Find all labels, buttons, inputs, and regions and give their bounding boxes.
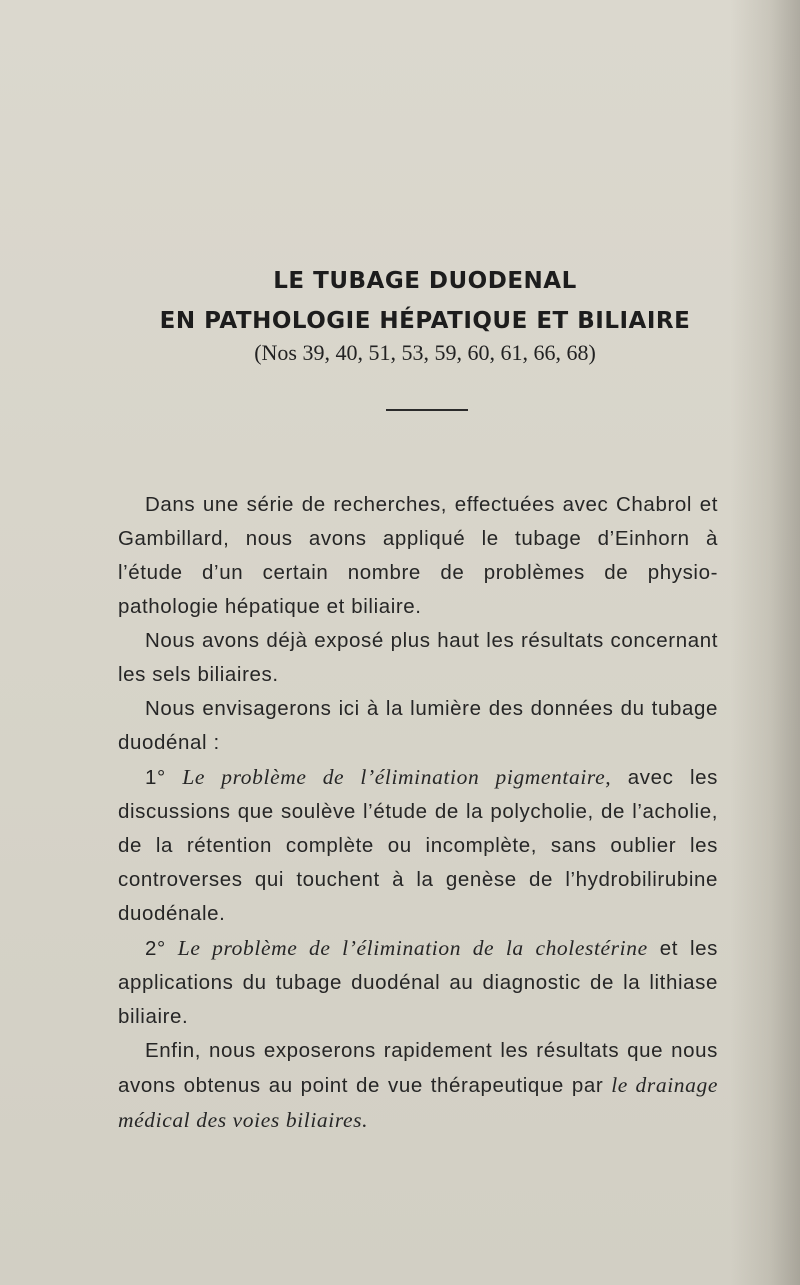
item-1-title: Le problème de l’élimination pigmentaire, [182, 765, 612, 789]
item-2-title: Le problème de l’élimination de la cholestérine [177, 936, 648, 960]
paragraph-envisagerons: Nous envisagerons ici à la lumière des données du tubage duodénal : [118, 697, 718, 754]
title-divider [386, 409, 468, 411]
item-1-number: 1° [145, 766, 166, 789]
paragraph-intro: Dans une série de recherches, effectuées avec Chabrol et Gambillard, nous avons appliqué le tubage d’Einhorn à l’étude d’un certain nombre de problèmes de physio-pathologie hépatique et biliaire. [118, 493, 718, 618]
item-2-number: 2° [145, 937, 166, 960]
item-1-text: avec les discussions que soulève l’étude de la polycholie, de l’acholie, de la rétention complète ou incomplète, sans oublier les controverses qui touchent à la genèse de l’hydrobilirubine duodénale. [118, 766, 719, 925]
item-2-text: et les applications du tubage duodénal au diagnostic de la lithiase biliaire. [118, 937, 718, 1028]
paragraph-conclusion [118, 1034, 718, 1138]
paragraph-item-1 [118, 760, 718, 931]
chapter-title-line-2: EN PATHOLOGIE HÉPATIQUE ET BILIAIRE [159, 308, 691, 334]
conclusion-text: Enfin, nous exposerons rapidement les résultats que nous avons obtenus au point de vue thérapeutique par [118, 1039, 718, 1097]
reference-numbers: (Nos 39, 40, 51, 53, 59, 60, 61, 66, 68) [254, 340, 596, 365]
body-text [118, 488, 718, 1138]
paragraph-sels-biliaires: Nous avons déjà exposé plus haut les résultats concernant les sels biliaires. [118, 629, 718, 686]
paragraph-item-2 [118, 931, 718, 1034]
chapter-title-line-1: LE TUBAGE DUODENAL [273, 268, 577, 294]
conclusion-italic: le drainage médical des voies biliaires. [118, 1073, 718, 1132]
